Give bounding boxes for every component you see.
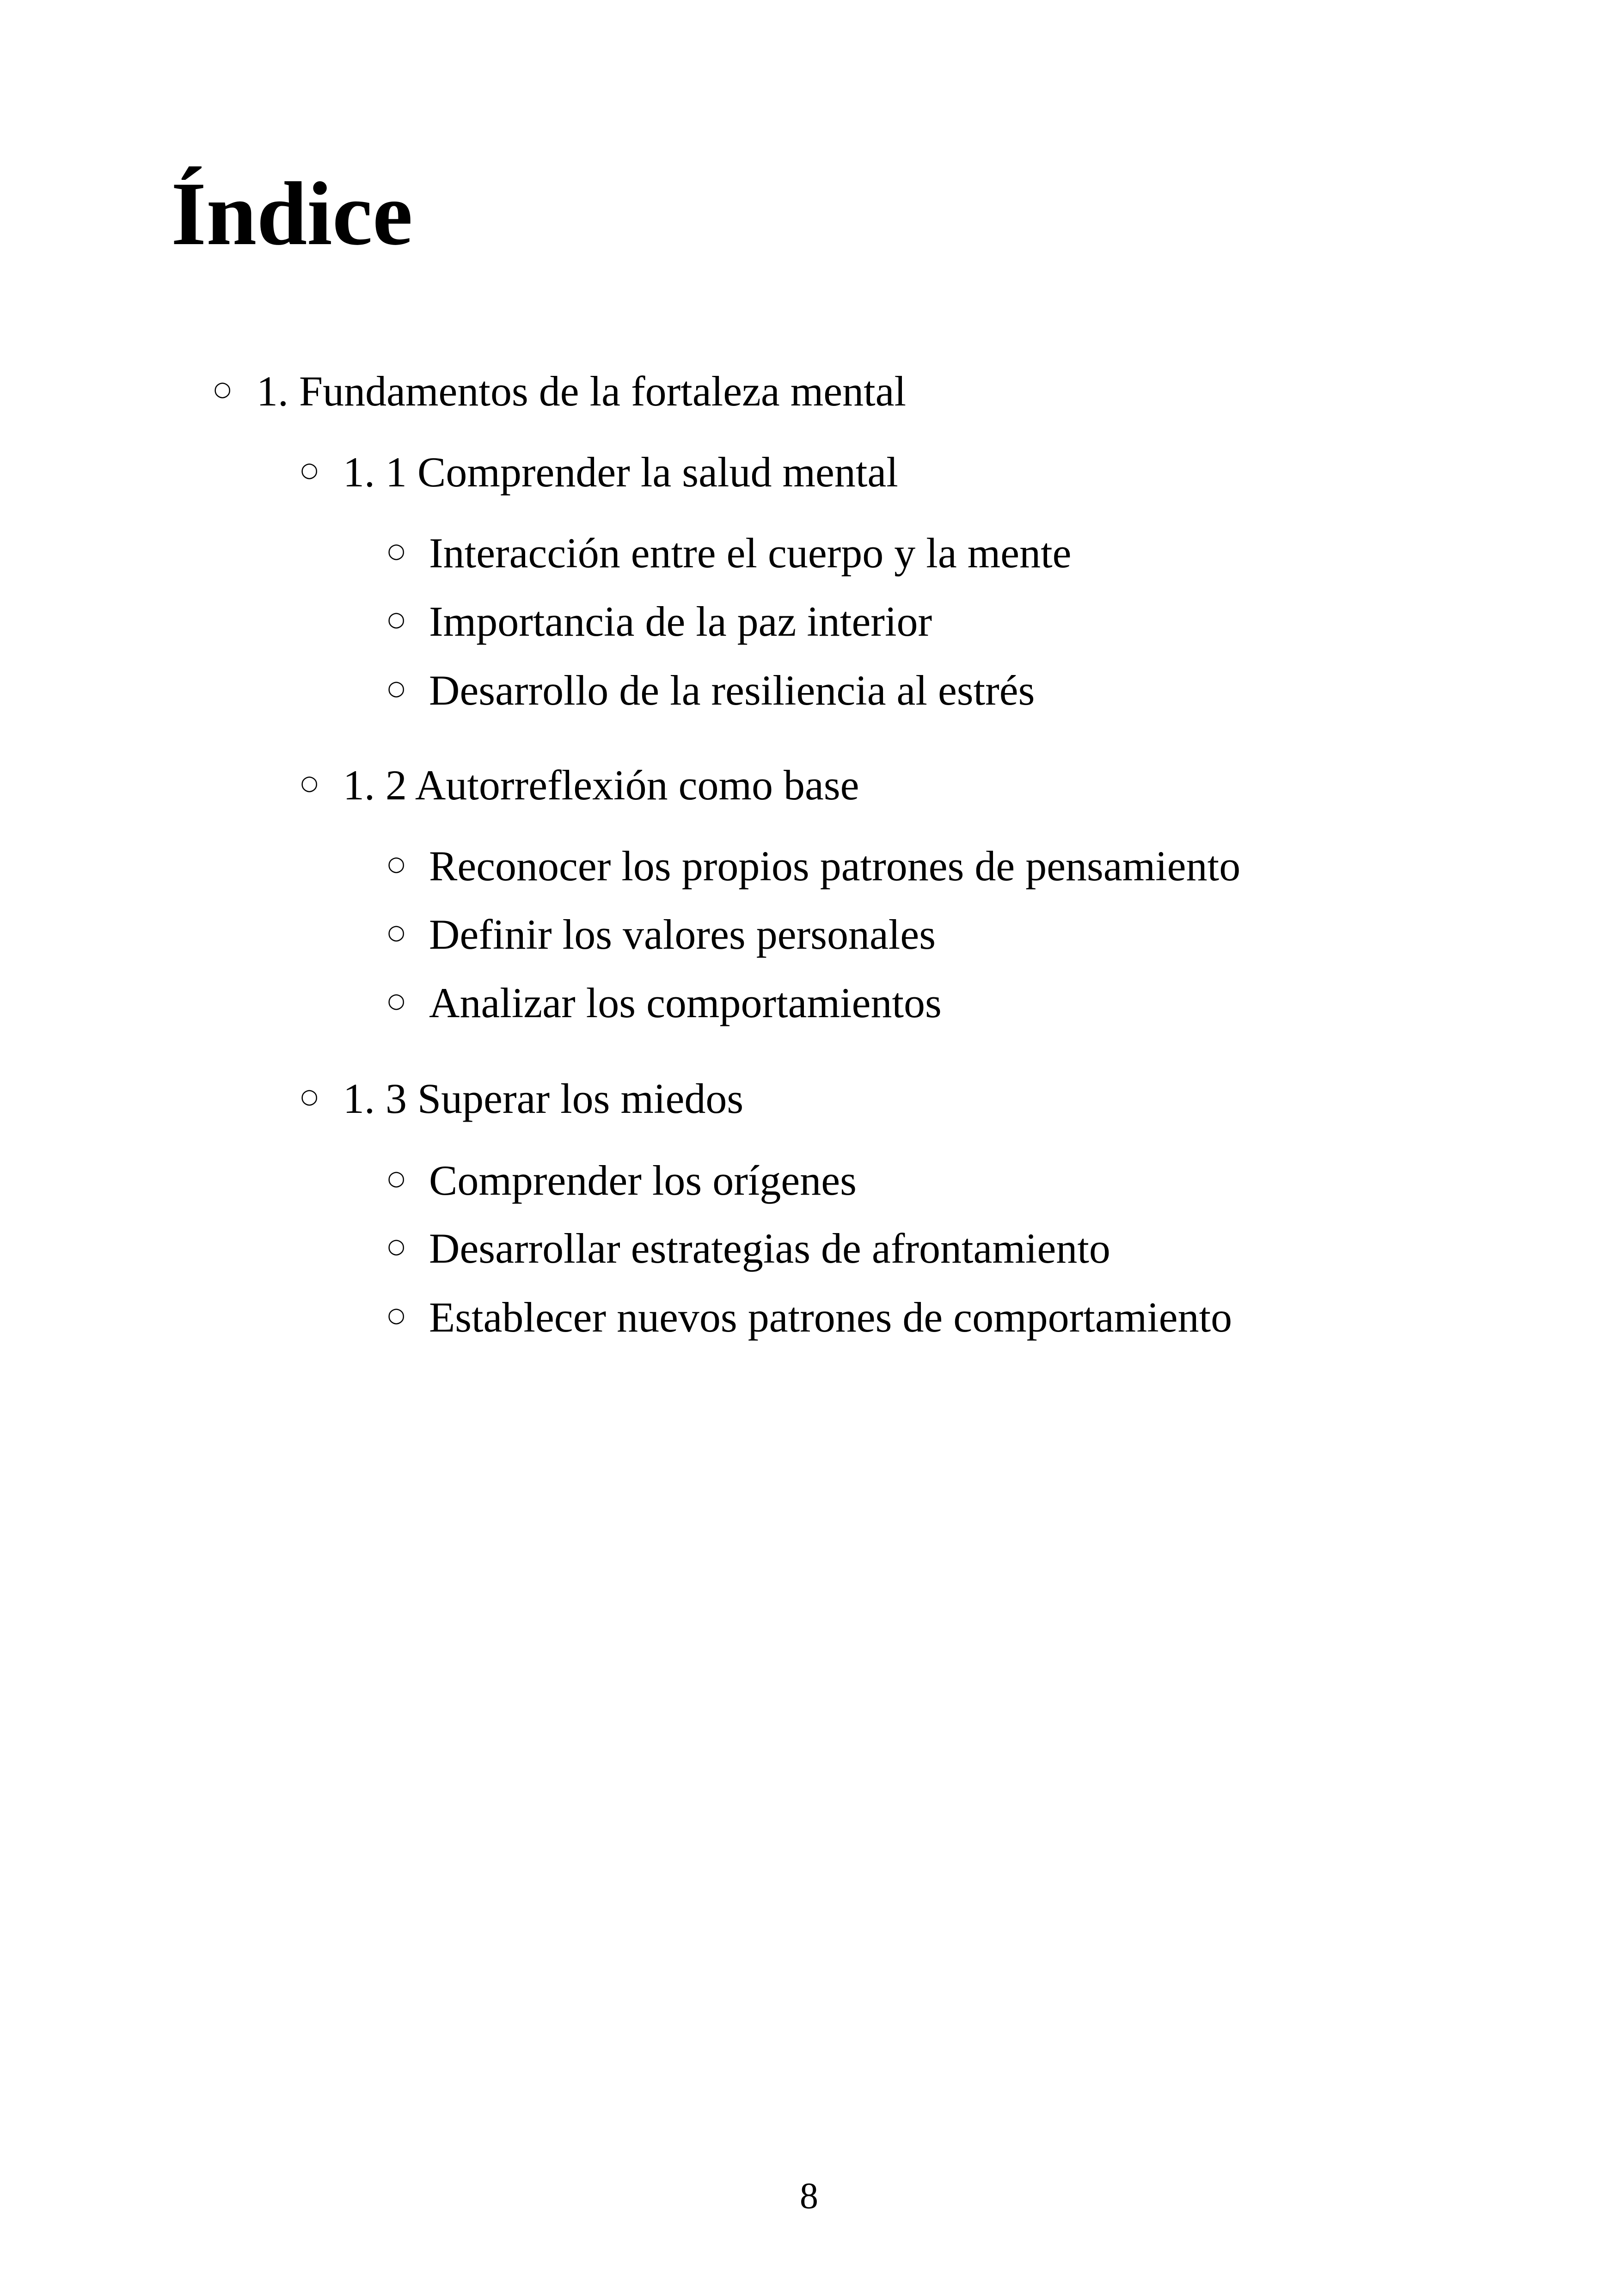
bullet-icon: ○ bbox=[387, 1303, 405, 1327]
toc-subsection-1-2[interactable]: 1. 2 Autorreflexión como base bbox=[343, 761, 859, 809]
bullet-icon: ○ bbox=[387, 989, 405, 1013]
toc-subsection-1-1[interactable]: 1. 1 Comprender la salud mental bbox=[343, 448, 898, 496]
bullet-icon: ○ bbox=[387, 539, 405, 563]
bullet-icon: ○ bbox=[387, 1234, 405, 1258]
toc-item[interactable]: Reconocer los propios patrones de pensamiento bbox=[429, 842, 1241, 890]
toc-item[interactable]: Definir los valores personales bbox=[429, 911, 936, 958]
bullet-icon: ○ bbox=[300, 1085, 319, 1108]
toc-subsection-1-3[interactable]: 1. 3 Superar los miedos bbox=[343, 1075, 744, 1122]
toc-item[interactable]: Interacción entre el cuerpo y la mente bbox=[429, 529, 1072, 577]
bullet-icon: ○ bbox=[214, 377, 232, 401]
bullet-icon: ○ bbox=[387, 676, 405, 700]
bullet-icon: ○ bbox=[387, 1166, 405, 1190]
bullet-icon: ○ bbox=[387, 852, 405, 876]
toc-item[interactable]: Comprender los orígenes bbox=[429, 1157, 857, 1204]
bullet-icon: ○ bbox=[300, 458, 319, 482]
bullet-icon: ○ bbox=[387, 921, 405, 944]
toc-item[interactable]: Establecer nuevos patrones de comportamiento bbox=[429, 1294, 1232, 1341]
page-number: 8 bbox=[800, 2176, 818, 2216]
toc-section-1[interactable]: 1. Fundamentos de la fortaleza mental bbox=[257, 368, 907, 415]
toc-item[interactable]: Desarrollar estrategias de afrontamiento bbox=[429, 1225, 1110, 1272]
toc-item[interactable]: Importancia de la paz interior bbox=[429, 598, 932, 645]
bullet-icon: ○ bbox=[387, 608, 405, 631]
toc-item[interactable]: Analizar los comportamientos bbox=[429, 979, 942, 1026]
page-title: Índice bbox=[171, 164, 413, 264]
toc-item[interactable]: Desarrollo de la resiliencia al estrés bbox=[429, 667, 1035, 714]
bullet-icon: ○ bbox=[300, 771, 319, 795]
